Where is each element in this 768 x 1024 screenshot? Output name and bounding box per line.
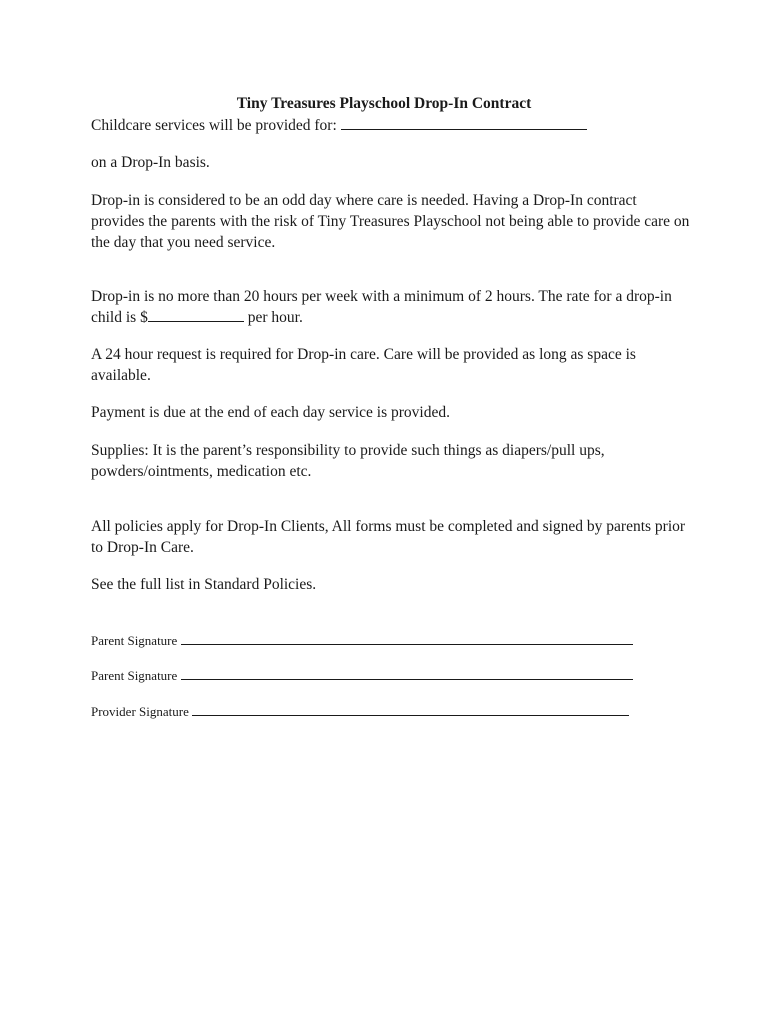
request-notice-paragraph: A 24 hour request is required for Drop-in care. Care will be provided as long as space is available. <box>91 346 636 384</box>
payment-notice-paragraph: Payment is due at the end of each day service is provided. <box>91 404 450 421</box>
parent-signature-label-1: Parent Signature <box>91 633 178 648</box>
document-title: Tiny Treasures Playschool Drop-In Contract <box>236 95 532 112</box>
parent-signature-blank-2[interactable] <box>181 667 633 680</box>
provider-signature-blank[interactable] <box>192 703 629 716</box>
provided-for-label: Childcare services will be provided for: <box>91 117 337 134</box>
rate-text-before: Drop-in is no more than 20 hours per week with a minimum of 2 hours. The rate for a drop-in child is $ <box>91 288 672 326</box>
rate-blank[interactable] <box>148 307 244 322</box>
provided-for-line <box>91 115 691 136</box>
parent-signature-line-2 <box>91 667 633 684</box>
child-name-blank[interactable] <box>341 115 587 130</box>
supplies-notice-paragraph: Supplies: It is the parent’s responsibility to provide such things as diapers/pull ups, powders/ointments, medication etc. <box>91 442 605 480</box>
parent-signature-label-2: Parent Signature <box>91 668 178 683</box>
provider-signature-label: Provider Signature <box>91 704 189 719</box>
see-full-list-text: See the full list in Standard Policies. <box>91 576 317 593</box>
parent-signature-line-1 <box>91 632 633 649</box>
drop-in-definition-paragraph: Drop-in is considered to be an odd day where care is needed. Having a Drop-In contract provides the parents with the risk of Tiny Treasures Playschool not being able to provide care on the day that you need service. <box>91 192 690 251</box>
provider-signature-line <box>91 703 629 720</box>
drop-in-basis-text: on a Drop-In basis. <box>91 154 210 171</box>
parent-signature-blank-1[interactable] <box>181 632 633 645</box>
rate-paragraph <box>91 286 691 328</box>
policies-notice-paragraph: All policies apply for Drop-In Clients, All forms must be completed and signed by parents prior to Drop-In Care. <box>91 518 686 556</box>
rate-text-after: per hour. <box>243 309 303 326</box>
